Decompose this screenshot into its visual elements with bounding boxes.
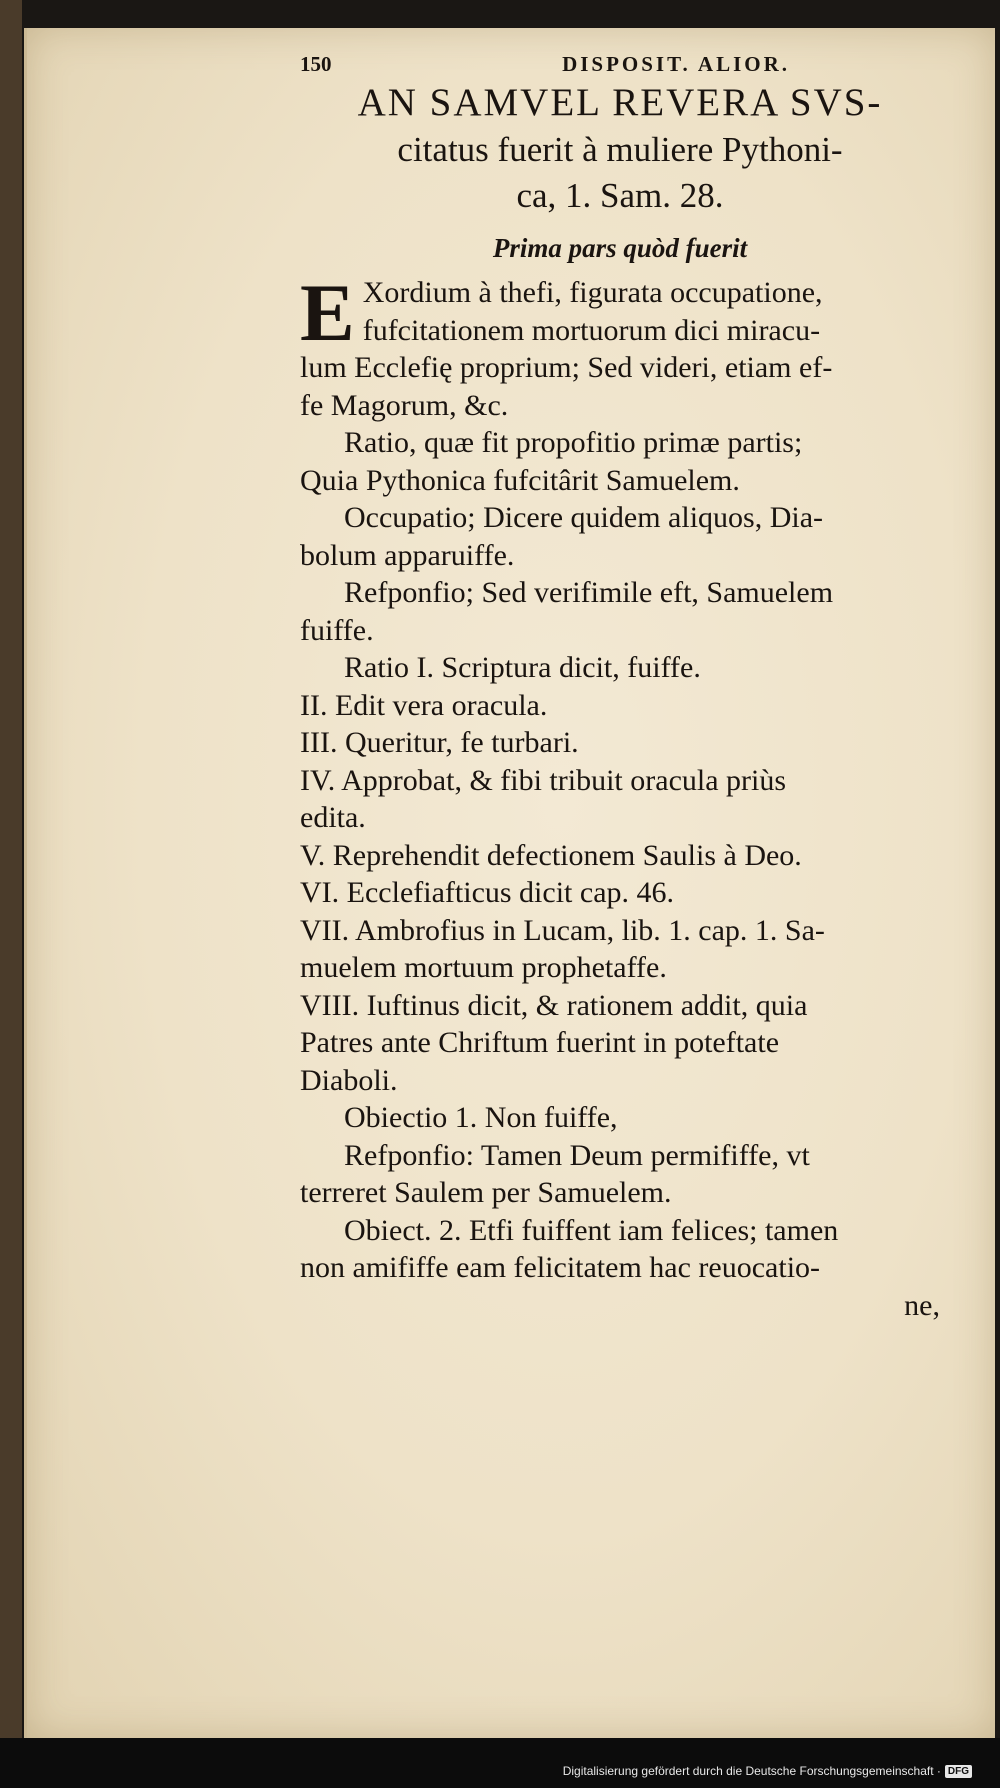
body-line: Quia Pythonica fufcitârit Samuelem. [300, 463, 740, 497]
title-line-3: ca, 1. Sam. 28. [516, 176, 724, 215]
credit-text: Digitalisierung gefördert durch die Deutsche Forschungsgemeinschaft · [562, 1764, 941, 1778]
body-line: fe Magorum, &c. [300, 388, 509, 422]
book-edge [0, 0, 22, 1760]
body-line: III. Queritur, fe turbari. [300, 726, 579, 759]
body-line: fuiffe. [300, 613, 374, 647]
body-line: VII. Ambrofius in Lucam, lib. 1. cap. 1. Sa- [300, 913, 825, 947]
body-line: Refponfio; Sed verifimile eft, Samuelem [344, 576, 834, 609]
catchword: ne, [904, 1288, 940, 1322]
title-line-1: AN SAMVEL REVERA SVS- [357, 81, 883, 124]
body-line: bolum apparuiffe. [300, 538, 515, 572]
dfg-logo: DFG [945, 1765, 972, 1778]
body-line: IV. Approbat, & fibi tribuit oracula priùs [300, 763, 787, 797]
body-line: V. Reprehendit defectionem Saulis à Deo. [300, 838, 802, 872]
body-line: Ratio, quæ fit propofitio primæ partis; [344, 426, 803, 459]
body-line: Patres ante Chriftum fuerint in poteftate [300, 1026, 780, 1059]
scan-bottom-band [0, 1738, 1000, 1788]
body-line: VIII. Iuftinus dicit, & rationem addit, quia [300, 988, 808, 1022]
body-text [300, 267, 940, 1324]
running-title: DISPOSIT. ALIOR. [562, 52, 790, 76]
section-subheading: Prima pars quòd fuerit [492, 233, 748, 263]
digitization-credit [563, 1764, 972, 1778]
body-line: Refponfio: Tamen Deum permififfe, vt [344, 1138, 810, 1172]
page-number: 150 [300, 52, 332, 76]
body-line: muelem mortuum prophetaffe. [300, 951, 667, 984]
running-head [300, 52, 940, 77]
body-line: VI. Ecclefiafticus dicit cap. 46. [300, 876, 675, 909]
body-line: lum Ecclefię proprium; Sed videri, etiam ef- [300, 351, 833, 384]
title-line-2: citatus fuerit à muliere Pythoni- [397, 130, 843, 169]
drop-cap: E [300, 267, 355, 358]
body-line: Xordium à thefi, figurata occupatione, [362, 276, 823, 309]
body-line: Occupatio; Dicere quidem aliquos, Dia- [344, 501, 824, 534]
body-line: edita. [300, 801, 366, 834]
body-line: Diaboli. [300, 1063, 398, 1097]
body-line: II. Edit vera oracula. [300, 688, 548, 722]
body-line: non amififfe eam felicitatem hac reuocatio- [300, 1251, 821, 1284]
page-text [300, 52, 940, 1324]
body-line: fufcitationem mortuorum dici miracu- [362, 313, 821, 347]
body-line: Obiectio 1. Non fuiffe, [344, 1101, 618, 1134]
body-line: terreret Saulem per Samuelem. [300, 1176, 672, 1209]
body-line: Obiect. 2. Etfi fuiffent iam felices; tamen [344, 1213, 839, 1247]
body-line: Ratio I. Scriptura dicit, fuiffe. [344, 651, 701, 684]
